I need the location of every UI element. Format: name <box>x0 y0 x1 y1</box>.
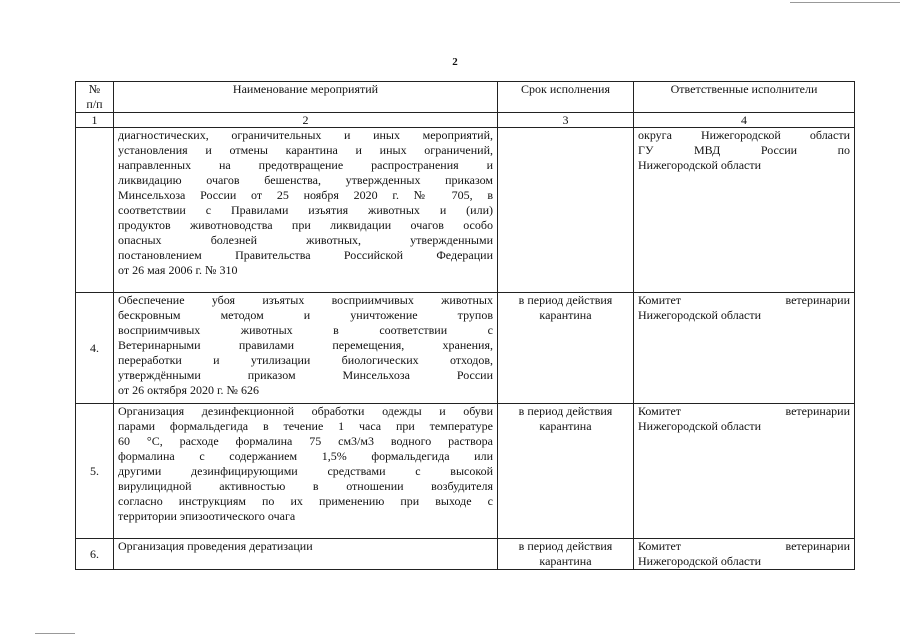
row-number: 4. <box>76 293 114 404</box>
column-number-row <box>76 113 855 128</box>
term-line: в период действия <box>518 293 613 307</box>
header-term: Срок исполнения <box>498 82 634 113</box>
task-line: ликвидацию очагов бешенства, утвержденных приказом <box>118 173 493 187</box>
row-task <box>114 539 498 570</box>
row-number: 6. <box>76 539 114 570</box>
page-number: 2 <box>452 56 458 68</box>
table-row <box>76 404 855 539</box>
table-header-row <box>76 82 855 113</box>
row-task <box>114 128 498 293</box>
task-line: утверждёнными приказом Минсельхоза России <box>118 368 493 382</box>
responsible-line: Нижегородской области <box>638 554 762 568</box>
row-number <box>76 128 114 293</box>
task-line: от 26 мая 2006 г. № 310 <box>118 263 238 277</box>
responsible-line: Комитет ветеринарии <box>638 404 850 418</box>
row-responsible <box>634 539 855 570</box>
task-line: парами формальдегида в течение 1 часа при температуре <box>118 419 493 433</box>
header-resp: Ответственные исполнители <box>634 82 855 113</box>
row-number: 5. <box>76 404 114 539</box>
measures-table <box>75 81 855 570</box>
task-line: направленных на предотвращение распространения и <box>118 158 493 172</box>
task-line: от 26 октября 2020 г. № 626 <box>118 383 260 397</box>
task-line: переработки и утилизации биологических отходов, <box>118 353 493 367</box>
task-line: Минсельхоза России от 25 ноября 2020 г. № 705, в <box>118 188 493 202</box>
row-term <box>498 539 634 570</box>
term-line: карантина <box>539 554 592 568</box>
row-term <box>498 404 634 539</box>
row-term <box>498 293 634 404</box>
responsible-line: Нижегородской области <box>638 308 762 322</box>
task-line: Организация проведения дератизации <box>118 539 313 553</box>
responsible-line: Комитет ветеринарии <box>638 539 850 553</box>
task-line: соответствии с Правилами изъятия животных и (или) <box>118 203 493 217</box>
table-row <box>76 128 855 293</box>
task-line: Организация дезинфекционной обработки одежды и обуви <box>118 404 493 418</box>
task-line: продуктов животноводства при ликвидации очагов особо <box>118 218 493 232</box>
term-line: в период действия <box>518 404 613 418</box>
row-task <box>114 293 498 404</box>
row-term <box>498 128 634 293</box>
task-line: диагностических, ограничительных и иных мероприятий, <box>118 128 493 142</box>
column-number: 3 <box>498 113 634 128</box>
term-line: карантина <box>539 419 592 433</box>
row-responsible <box>634 293 855 404</box>
row-responsible <box>634 128 855 293</box>
task-line: вирулицидной активностью в отношении возбудителя <box>118 479 493 493</box>
task-line: восприимчивых животных в соответствии с <box>118 323 493 337</box>
responsible-line: округа Нижегородской области <box>638 128 850 142</box>
task-line: Ветеринарными правилами перемещения, хранения, <box>118 338 493 352</box>
task-line: установления и отмены карантина и иных ограничений, <box>118 143 493 157</box>
responsible-line: Нижегородской области <box>638 419 762 433</box>
task-line: Обеспечение убоя изъятых восприимчивых животных <box>118 293 493 307</box>
responsible-line: ГУ МВД России по <box>638 143 850 157</box>
column-number: 1 <box>76 113 114 128</box>
header-task: Наименование мероприятий <box>114 82 498 113</box>
row-responsible <box>634 404 855 539</box>
task-line: другими дезинфицирующими средствами с высокой <box>118 464 493 478</box>
task-line: бескровным методом и уничтожение трупов <box>118 308 493 322</box>
task-line: территории эпизоотического очага <box>118 509 296 523</box>
term-line: карантина <box>539 308 592 322</box>
column-number: 2 <box>114 113 498 128</box>
table-row <box>76 293 855 404</box>
scan-artifact-line <box>790 2 900 3</box>
header-num <box>76 82 114 113</box>
term-line: в период действия <box>518 539 613 553</box>
task-line: формалина с содержанием 1,5% формальдегида или <box>118 449 493 463</box>
responsible-line: Комитет ветеринарии <box>638 293 850 307</box>
task-line: согласно инструкциям по их применению при выходе с <box>118 494 493 508</box>
row-task <box>114 404 498 539</box>
task-line: 60 °С, расходе формалина 75 см3/м3 водного раствора <box>118 434 493 448</box>
task-line: опасных болезней животных, утвержденными <box>118 233 493 247</box>
task-line: постановлением Правительства Российской Федерации <box>118 248 493 262</box>
scan-artifact-line <box>35 633 75 634</box>
header-num-line: п/п <box>86 97 103 111</box>
header-num-line: № <box>88 82 101 96</box>
table-row <box>76 539 855 570</box>
responsible-line: Нижегородской области <box>638 158 762 172</box>
column-number: 4 <box>634 113 855 128</box>
